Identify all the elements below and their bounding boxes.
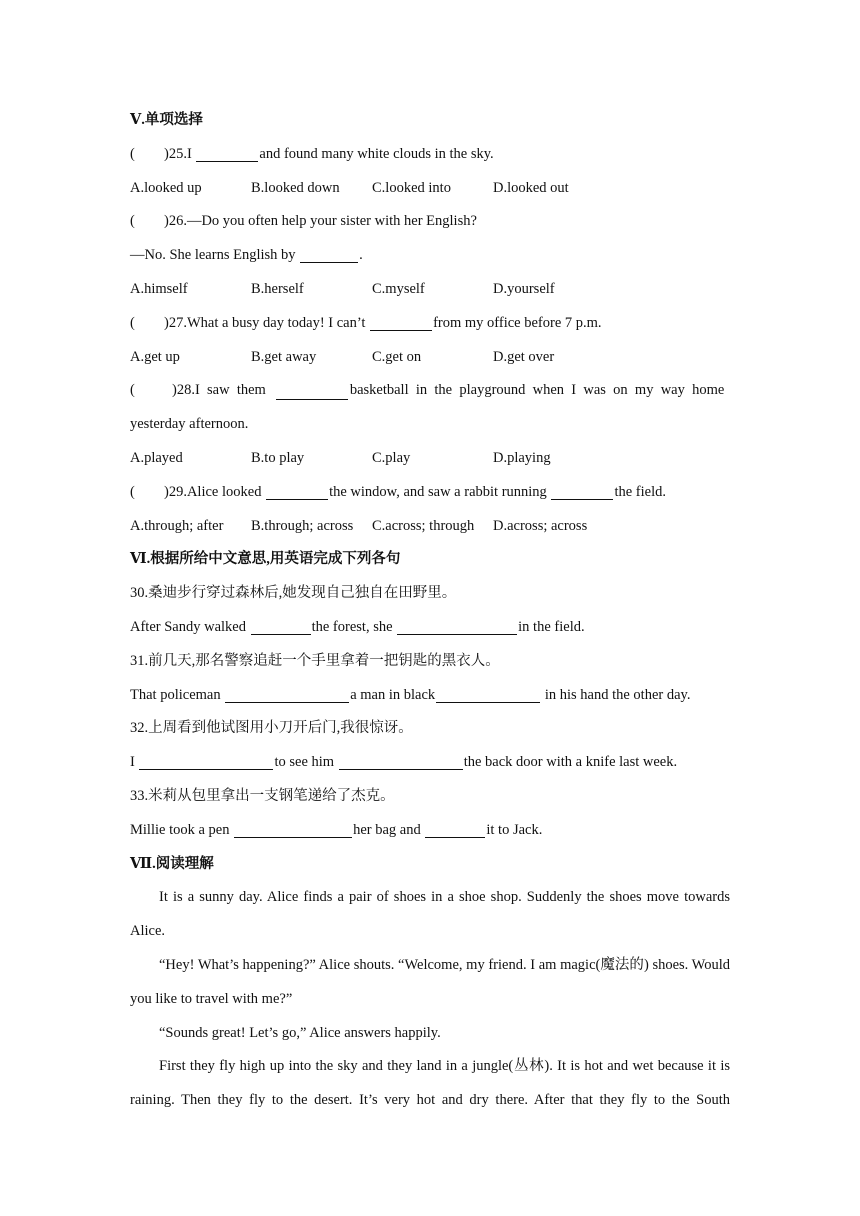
answer-blank[interactable] [234, 820, 352, 838]
question-25-options [130, 172, 730, 206]
question-33-chinese: 33.米莉从包里拿出一支钢笔递给了杰克。 [130, 787, 395, 804]
question-28 [130, 374, 730, 408]
option-d: D.across; across [493, 517, 588, 534]
answer-paren: ( [130, 314, 135, 331]
question-31-chinese: 31.前几天,那名警察追赶一个手里拿着一把钥匙的黑衣人。 [130, 652, 500, 669]
question-30 [130, 611, 730, 645]
question-29 [130, 476, 730, 510]
answer-blank[interactable] [425, 820, 485, 838]
question-28-stem: )28.I saw them [172, 382, 266, 399]
option-a: A.looked up [130, 179, 202, 196]
question-26-reply: —No. She learns English by [130, 247, 296, 264]
option-c: C.looked into [372, 179, 451, 196]
sentence-part: the back door with a knife last week. [463, 754, 678, 771]
question-28-options [130, 442, 730, 476]
question-30-chinese: 30.桑迪步行穿过森林后,她发现自己独自在田野里。 [130, 585, 457, 602]
option-c: C.myself [372, 280, 425, 297]
answer-blank[interactable] [139, 752, 273, 770]
question-25 [130, 138, 730, 172]
option-b: B.get away [251, 348, 317, 365]
question-29-mid: the window, and saw a rabbit running [329, 483, 547, 500]
question-27 [130, 307, 730, 341]
option-d: D.playing [493, 449, 551, 466]
sentence-part: Millie took a pen [130, 821, 230, 838]
question-27-options [130, 341, 730, 375]
question-31 [130, 679, 730, 713]
section-5-title: Ⅴ.单项选择 [130, 112, 203, 128]
reading-paragraph: First they fly high up into the sky and they land in a jungle(丛林). It is hot and wet because it is raining. Then they fly to the desert. It’s very hot and dry there. After that they fly to the South [130, 1058, 730, 1109]
document-page [130, 104, 730, 1118]
answer-paren: ( [130, 213, 135, 230]
question-32-chinese: 32.上周看到他试图用小刀开后门,我很惊讶。 [130, 720, 413, 737]
question-28-line2: yesterday afternoon. [130, 416, 249, 433]
option-b: B.herself [251, 280, 304, 297]
section-6-title: Ⅵ.根据所给中文意思,用英语完成下列各句 [130, 551, 401, 568]
question-29-options [130, 510, 730, 544]
answer-blank[interactable] [225, 685, 349, 703]
answer-blank[interactable] [339, 752, 463, 770]
option-a: A.himself [130, 280, 188, 297]
sentence-part: I [130, 754, 135, 771]
sentence-part: the forest, she [311, 618, 393, 635]
sentence-part: That policeman [130, 686, 221, 703]
option-a: A.get up [130, 348, 180, 365]
answer-blank[interactable] [551, 482, 613, 500]
answer-blank[interactable] [300, 245, 358, 263]
question-28-rest: basketball in the playground when I was on my way home [349, 382, 725, 399]
answer-blank[interactable] [436, 685, 540, 703]
reading-paragraph: It is a sunny day. Alice finds a pair of shoes in a shoe shop. Suddenly the shoes move towards Alice. [130, 889, 730, 940]
answer-blank[interactable] [251, 617, 311, 635]
question-29-stem: )29.Alice looked [164, 483, 262, 500]
question-33 [130, 814, 730, 848]
answer-paren: ( [130, 483, 135, 500]
sentence-part: a man in black [350, 686, 436, 703]
question-29-rest: the field. [614, 483, 666, 500]
period: . [359, 247, 363, 264]
option-a: A.through; after [130, 517, 224, 534]
question-26-options [130, 273, 730, 307]
option-c: C.across; through [372, 517, 475, 534]
answer-blank[interactable] [276, 382, 348, 400]
option-c: C.play [372, 449, 411, 466]
question-32 [130, 746, 730, 780]
option-c: C.get on [372, 348, 422, 365]
sentence-part: her bag and [353, 821, 421, 838]
reading-paragraph: “Hey! What’s happening?” Alice shouts. “Welcome, my friend. I am magic(魔法的) shoes. Would you like to travel with me?” [130, 956, 730, 1007]
sentence-part: in his hand the other day. [544, 686, 691, 703]
sentence-part: After Sandy walked [130, 618, 246, 635]
option-d: D.yourself [493, 280, 555, 297]
question-26 [130, 205, 730, 239]
option-b: B.through; across [251, 517, 354, 534]
answer-blank[interactable] [370, 313, 432, 331]
option-a: A.played [130, 449, 183, 466]
answer-paren: ( [130, 382, 135, 399]
reading-paragraph: “Sounds great! Let’s go,” Alice answers happily. [159, 1024, 441, 1041]
sentence-part: it to Jack. [486, 821, 543, 838]
option-b: B.looked down [251, 179, 340, 196]
option-d: D.looked out [493, 179, 569, 196]
answer-paren: ( [130, 145, 135, 162]
question-25-stem: )25.I [164, 145, 192, 162]
sentence-part: to see him [274, 754, 335, 771]
option-d: D.get over [493, 348, 555, 365]
option-b: B.to play [251, 449, 305, 466]
question-26-stem: )26.—Do you often help your sister with her English? [164, 213, 477, 230]
question-27-rest: from my office before 7 p.m. [433, 314, 602, 331]
answer-blank[interactable] [196, 144, 258, 162]
question-26-line2 [130, 239, 730, 273]
answer-blank[interactable] [266, 482, 328, 500]
question-27-stem: )27.What a busy day today! I can’t [164, 314, 366, 331]
question-25-rest: and found many white clouds in the sky. [259, 145, 494, 162]
section-7-title: Ⅶ.阅读理解 [130, 855, 214, 872]
sentence-part: in the field. [518, 618, 585, 635]
answer-blank[interactable] [397, 617, 517, 635]
